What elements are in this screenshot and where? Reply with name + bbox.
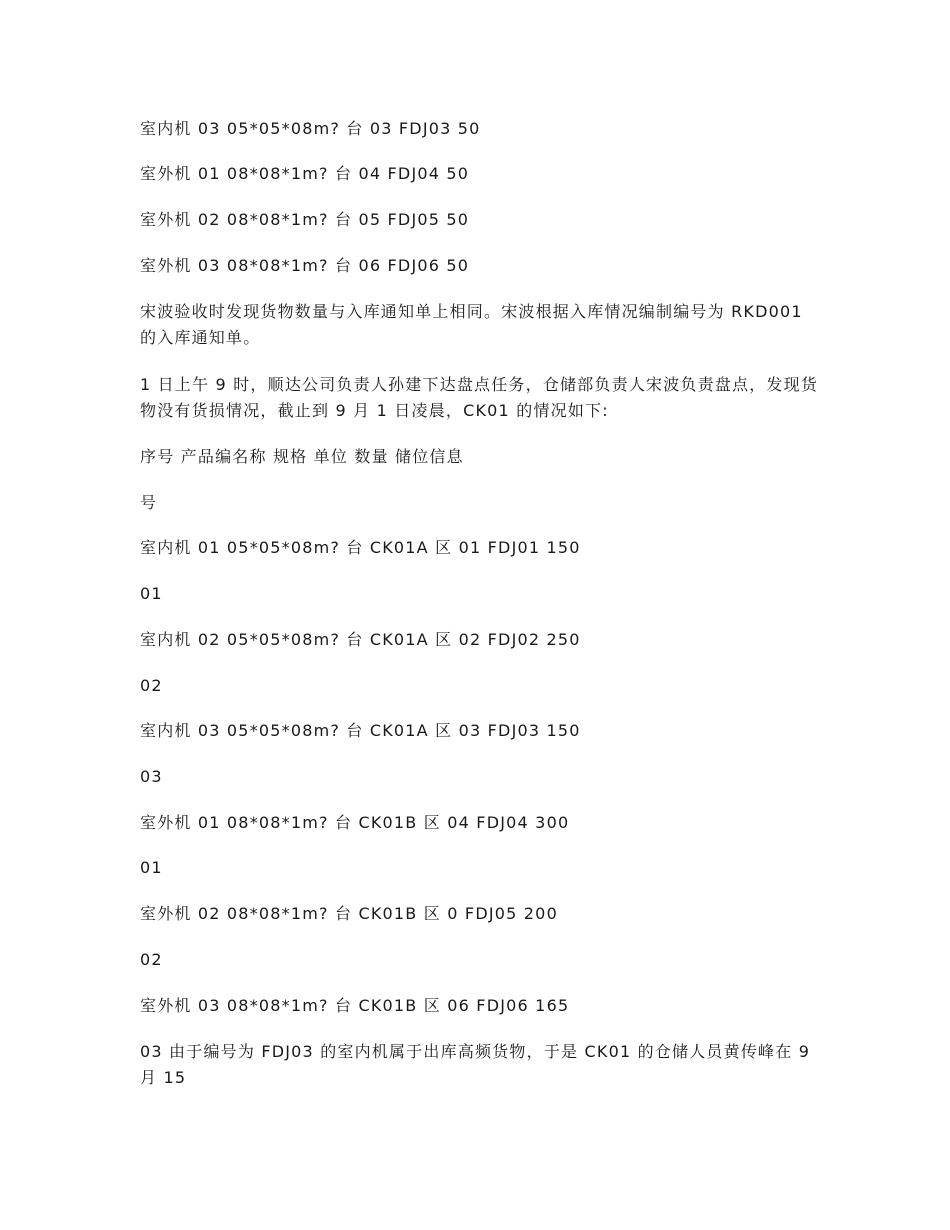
table-row: 室内机 02 05*05*08m? 台 CK01A 区 02 FDJ02 250 xyxy=(140,630,581,649)
table-row-continuation: 01 xyxy=(140,858,163,877)
table-header-continuation: 号 xyxy=(140,493,158,512)
stock-line: 室外机 01 08*08*1m? 台 04 FDJ04 50 xyxy=(140,164,470,183)
stock-line: 室外机 02 08*08*1m? 台 05 FDJ05 50 xyxy=(140,210,470,229)
table-row-continuation: 02 xyxy=(140,676,163,695)
table-row: 室内机 01 05*05*08m? 台 CK01A 区 01 FDJ01 150 xyxy=(140,538,581,557)
final-paragraph: 03 由于编号为 FDJ03 的室内机属于出库高频货物，于是 CK01 的仓储人员黄传峰在 9 月 15 xyxy=(140,1042,811,1087)
table-header: 序号 产品编名称 规格 单位 数量 储位信息 xyxy=(140,447,464,466)
table-row-continuation: 01 xyxy=(140,584,163,603)
stock-line: 室外机 03 08*08*1m? 台 06 FDJ06 50 xyxy=(140,256,470,275)
table-row-continuation: 02 xyxy=(140,950,163,969)
table-row-continuation: 03 xyxy=(140,767,163,786)
table-row: 室内机 03 05*05*08m? 台 CK01A 区 03 FDJ03 150 xyxy=(140,721,581,740)
table-row: 室外机 03 08*08*1m? 台 CK01B 区 06 FDJ06 165 xyxy=(140,996,570,1015)
inventory-paragraph: 1 日上午 9 时，顺达公司负责人孙建下达盘点任务，仓储部负责人宋波负责盘点，发现货物没有货损情况，截止到 9 月 1 日凌晨，CK01 的情况如下: xyxy=(140,375,819,420)
receipt-paragraph: 宋波验收时发现货物数量与入库通知单上相同。宋波根据入库情况编制编号为 RKD001 的入库通知单。 xyxy=(140,302,803,347)
stock-line: 室内机 03 05*05*08m? 台 03 FDJ03 50 xyxy=(140,119,481,138)
table-row: 室外机 01 08*08*1m? 台 CK01B 区 04 FDJ04 300 xyxy=(140,813,570,832)
table-row: 室外机 02 08*08*1m? 台 CK01B 区 0 FDJ05 200 xyxy=(140,904,558,923)
